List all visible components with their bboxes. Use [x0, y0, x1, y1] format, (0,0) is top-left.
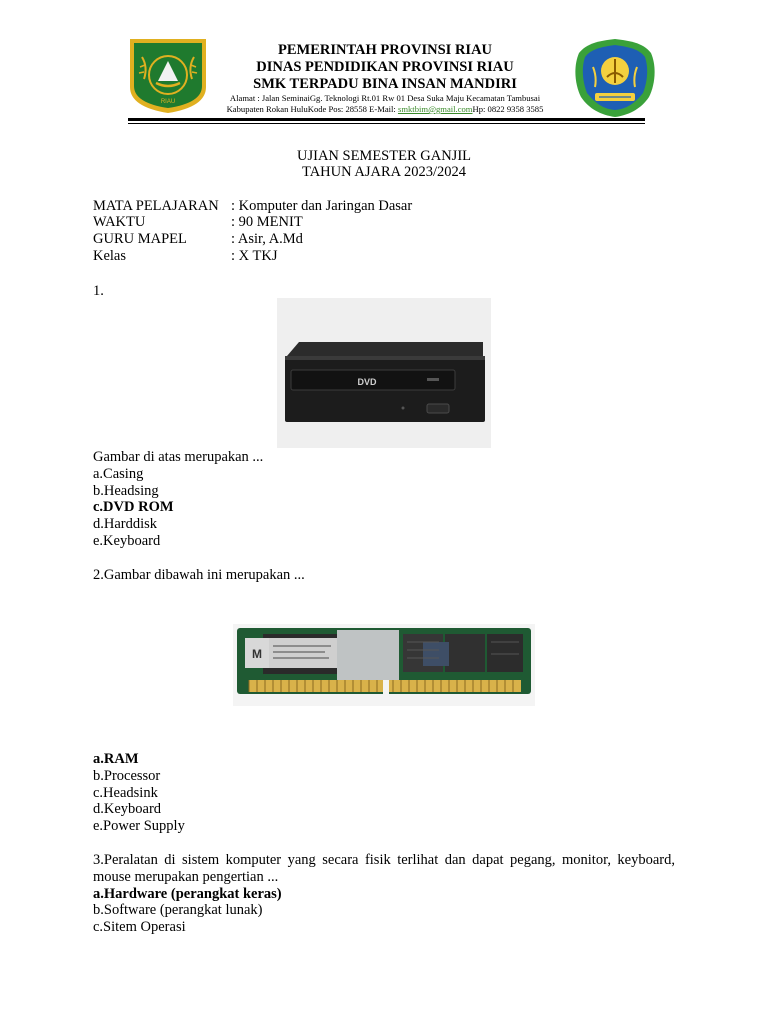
- riau-province-emblem: [128, 37, 208, 115]
- dvd-rom-image: [277, 298, 491, 448]
- q1-option-d: d.Harddisk: [93, 516, 158, 532]
- q2-option-a-answer: a.RAM: [93, 751, 139, 767]
- email-link[interactable]: smktbim@gmail.com: [397, 104, 473, 114]
- meta-value: : 90 MENIT: [231, 214, 303, 230]
- meta-class: [93, 248, 277, 265]
- letterhead-line-1: PEMERINTAH PROVINSI RIAU: [277, 42, 493, 58]
- address-phone: Hp: 0822 9358 3585: [472, 104, 544, 114]
- q1-option-b: b.Headsing: [93, 483, 159, 499]
- q2-option-e: e.Power Supply: [93, 818, 185, 834]
- exam-title: UJIAN SEMESTER GANJIL: [297, 148, 471, 164]
- svg-text:DVD: DVD: [357, 377, 377, 387]
- meta-subject: [93, 198, 412, 215]
- letterhead-line-2: DINAS PENDIDIKAN PROVINSI RIAU: [256, 59, 514, 75]
- q3-option-c: c.Sitem Operasi: [93, 919, 186, 935]
- q2-option-b: b.Processor: [93, 768, 161, 784]
- q3-option-b: b.Software (perangkat lunak): [93, 902, 263, 918]
- letterhead-school-name: SMK TERPADU BINA INSAN MANDIRI: [253, 76, 517, 92]
- question-1-number: 1.: [93, 283, 104, 299]
- letterhead: [210, 42, 560, 115]
- header-divider-thin: [128, 123, 645, 124]
- q1-option-a: a.Casing: [93, 466, 144, 482]
- rokan-hulu-regency-emblem: [573, 37, 657, 119]
- question-2-text: 2.Gambar dibawah ini merupakan ...: [93, 567, 305, 583]
- letterhead-address-1: Alamat : Jalan SeminaiGg. Teknologi Rt.01 Rw 01 Desa Suka Maju Kecamatan Tambusai: [229, 93, 541, 103]
- meta-teacher: [93, 231, 303, 248]
- svg-text:RIAU: RIAU: [160, 99, 176, 105]
- meta-value: : Asir, A.Md: [231, 231, 303, 247]
- question-3-text: 3.Peralatan di sistem komputer yang secara fisik terlihat dan dapat pegang, monitor, keyboard, mouse merupakan pengertian ...: [93, 852, 675, 885]
- ram-module-image: [233, 624, 535, 706]
- q3-option-a-answer: a.Hardware (perangkat keras): [93, 886, 282, 902]
- meta-value: : Komputer dan Jaringan Dasar: [231, 198, 413, 214]
- meta-time: [93, 214, 303, 231]
- q2-option-d: d.Keyboard: [93, 801, 162, 817]
- meta-value: : X TKJ: [231, 248, 278, 264]
- meta-key: WAKTU: [93, 214, 146, 230]
- q2-option-c: c.Headsink: [93, 785, 158, 801]
- address-prefix: Kabupaten Rokan HuluKode Pos: 28558 E-Mail:: [226, 104, 398, 114]
- q1-option-e: e.Keyboard: [93, 533, 161, 549]
- svg-text:M: M: [252, 647, 262, 661]
- q1-option-c-answer: c.DVD ROM: [93, 499, 174, 515]
- exam-year: TAHUN AJARA 2023/2024: [302, 164, 466, 180]
- question-1-text: Gambar di atas merupakan ...: [93, 449, 264, 465]
- meta-key: Kelas: [93, 248, 127, 264]
- header-divider-thick: [128, 118, 645, 121]
- meta-key: GURU MAPEL: [93, 231, 187, 247]
- letterhead-address-2: [210, 104, 560, 115]
- meta-key: MATA PELAJARAN: [93, 198, 219, 214]
